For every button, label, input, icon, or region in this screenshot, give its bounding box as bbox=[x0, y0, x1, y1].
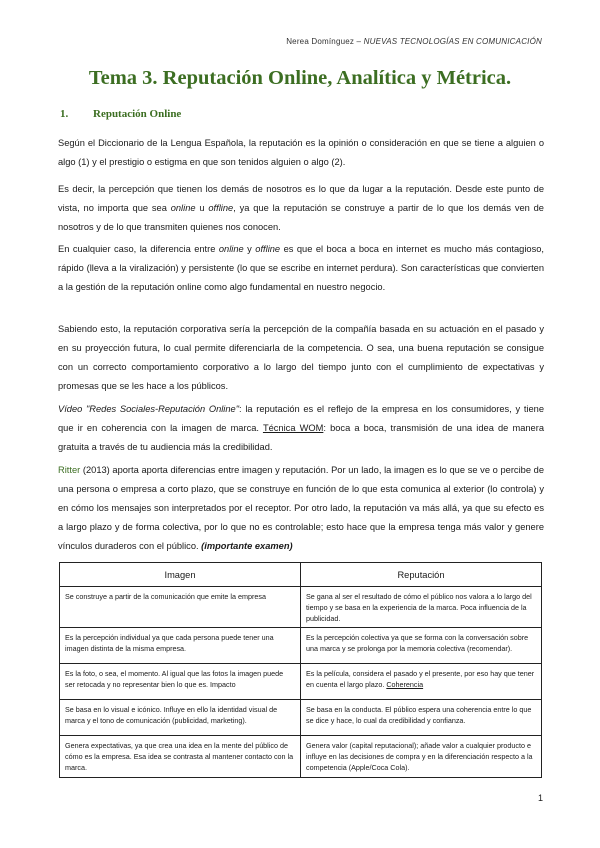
paragraph-perception bbox=[58, 180, 544, 237]
table-row bbox=[60, 736, 542, 778]
text-span: y bbox=[243, 244, 256, 254]
emphasis-offline: offline bbox=[208, 203, 234, 213]
table-row bbox=[60, 587, 542, 628]
text-span: Es decir, la percepción que tienen los demás de nosotros es lo que da lugar a la reputación. Desde este punto de vista, no importa que sea bbox=[58, 184, 544, 213]
emphasis-online: online bbox=[218, 244, 244, 254]
paragraph-ritter bbox=[58, 461, 544, 556]
table-row bbox=[60, 628, 542, 664]
page-number: 1 bbox=[537, 793, 543, 803]
header-course: NUEVAS TECNOLOGÍAS EN COMUNICACIÓN bbox=[363, 37, 542, 46]
comparison-table bbox=[59, 562, 542, 778]
wom-link[interactable]: Técnica WOM bbox=[262, 423, 324, 433]
exam-note: (importante examen) bbox=[201, 541, 293, 551]
text-span: es que el boca a boca en internet es mucho más contagioso, rápido (lleva a la viralización) y persistente (lo que se escribe en internet perdura). Son características que convierten a la gestión de la reputación online como algo fundamental en nuestro negocio. bbox=[58, 244, 544, 292]
table-header-reputacion: Reputación bbox=[301, 563, 542, 587]
ritter-reference: Ritter bbox=[58, 465, 81, 475]
section-label: Reputación Online bbox=[93, 108, 182, 120]
text-span: : la reputación es el reflejo de la empresa en los consumidores, y tiene que ir en coherencia con la imagen de marca. bbox=[58, 404, 544, 433]
table-cell-imagen: Es la percepción individual ya que cada persona puede tener una imagen distinta de la misma empresa. bbox=[60, 628, 301, 664]
document-title: Tema 3. Reputación Online, Analítica y Métrica. bbox=[88, 67, 512, 89]
paragraph-definition: Según el Diccionario de la Lengua Española, la reputación es la opinión o consideración en que se tiene a alguien o algo (1) y el prestigio o estigma en que son tenidos alguien o algo (2). bbox=[58, 138, 544, 167]
page-header bbox=[286, 37, 542, 46]
section-heading bbox=[60, 108, 181, 120]
table-cell-reputacion bbox=[301, 664, 542, 700]
table-cell-imagen: Se construye a partir de la comunicación que emite la empresa bbox=[60, 587, 301, 628]
text-span: u bbox=[195, 203, 209, 213]
table-cell-reputacion: Es la percepción colectiva ya que se forma con la conversación sobre una marca y se prolonga por la memoria colectiva (recomendar). bbox=[301, 628, 542, 664]
table-cell-imagen: Es la foto, o sea, el momento. Al igual que las fotos la imagen puede ser retocada y no representar bien lo que es. Impacto bbox=[60, 664, 301, 700]
text-span: En cualquier caso, la diferencia entre bbox=[58, 244, 219, 254]
header-author: Nerea Domínguez – bbox=[286, 37, 364, 46]
table-row bbox=[60, 664, 542, 700]
table-cell-imagen: Se basa en lo visual e icónico. Influye en ello la identidad visual de marca y el tono de comunicación (publicidad, marketing). bbox=[60, 700, 301, 736]
text-span: , ya que la reputación se construye a partir de lo que los demás ven de nosotros y de lo que transmiten quienes nos conocen. bbox=[58, 203, 544, 232]
table-cell-reputacion: Genera valor (capital reputacional); añade valor a cualquier producto e influye en las decisiones de compra y en la diferenciación respecto a la competencia (Apple/Coca Cola). bbox=[301, 736, 542, 778]
video-title: Vídeo "Redes Sociales-Reputación Online" bbox=[58, 404, 240, 414]
paragraph-difference bbox=[58, 240, 544, 297]
text-span: (2013) aporta aporta diferencias entre imagen y reputación. Por un lado, la imagen es lo que se ve o percibe de una persona o empresa a corto plazo, que se construye en función de lo que esta comunica al exterior (lo controla) y en cómo los mensajes son interpretados por el receptor. Por otro lado, la reputación va más allá, ya que su efecto es a largo plazo y de forma colectiva, por lo que no es controlable; esto hace que la empresa tenga más valor y genere vínculos duraderos con el público. bbox=[58, 465, 544, 551]
coherencia-link[interactable]: Coherencia bbox=[386, 680, 424, 689]
paragraph-corporate-reputation: Sabiendo esto, la reputación corporativa sería la percepción de la compañía basada en su actuación en el pasado y en su proyección futura, lo cual permite diferenciarla de la competencia. O sea, una buena reputación se consigue con un correcto comportamiento corporativo a lo largo del tiempo junto con el cumplimiento de expectativas y promesas que se les hace a los públicos. bbox=[58, 324, 544, 391]
text-span: Es la película, considera el pasado y el presente, por eso hay que tener en cuenta el largo plazo. bbox=[306, 669, 535, 689]
text-span: : boca a boca, transmisión de una idea de manera gratuita a través de tu audiencia más la credibilidad. bbox=[58, 423, 544, 452]
table-cell-reputacion: Se basa en la conducta. El público espera una coherencia entre lo que se dice y hace, lo cual da credibilidad y confianza. bbox=[301, 700, 542, 736]
table-cell-reputacion: Se gana al ser el resultado de cómo el público nos valora a lo largo del tiempo y se basa en la experiencia de la marca. Poca influencia de la publicidad. bbox=[301, 587, 542, 628]
emphasis-offline: offline bbox=[255, 244, 281, 254]
paragraph-video bbox=[58, 400, 544, 457]
emphasis-online: online bbox=[170, 203, 196, 213]
section-number: 1. bbox=[60, 108, 69, 120]
table-header-imagen: Imagen bbox=[60, 563, 301, 587]
table-cell-imagen: Genera expectativas, ya que crea una idea en la mente del público de cómo es la empresa. Esa idea se contrasta al mantener contacto con la marca. bbox=[60, 736, 301, 778]
table-row bbox=[60, 700, 542, 736]
